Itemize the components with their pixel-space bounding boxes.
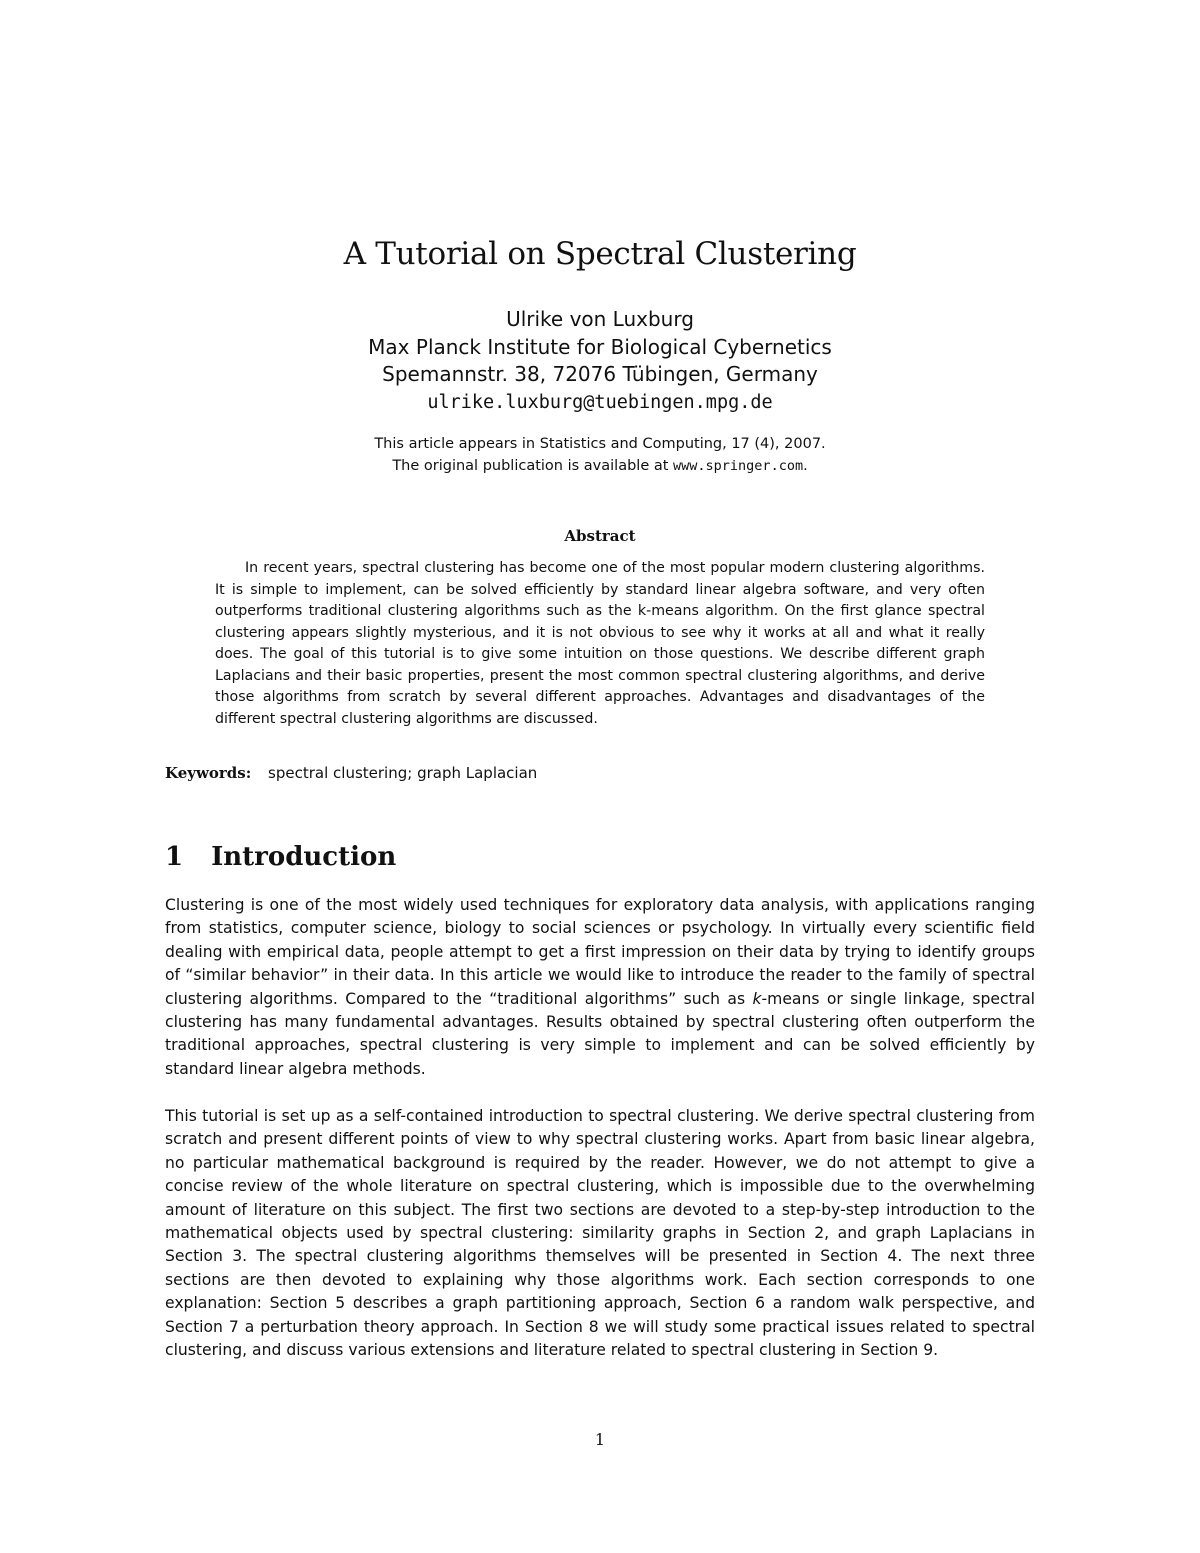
intro-paragraph-1-part-b: -means or single linkage, spectral clustering has many fundamental advantages. Results obtained by spectral clustering often outperform the traditional approaches, spectral clustering is very simple to implement and can be solved efficiently by standard linear algebra methods.: [165, 989, 1035, 1078]
keywords-label: Keywords:: [165, 764, 252, 782]
section-title: Introduction: [211, 842, 397, 872]
publication-note-line1: This article appears in Statistics and Computing, 17 (4), 2007.: [374, 436, 826, 452]
paper-title: A Tutorial on Spectral Clustering: [343, 236, 857, 272]
author-block: [0, 306, 1200, 416]
abstract-heading: Abstract: [564, 527, 636, 545]
author-email: ulrike.luxburg@tuebingen.mpg.de: [427, 391, 773, 413]
page-number: 1: [594, 1430, 606, 1449]
section-heading: [165, 842, 396, 872]
intro-paragraph-1-k: k: [752, 989, 762, 1008]
publication-note: [0, 434, 1200, 477]
section-number: 1: [165, 842, 184, 872]
publication-url: www.springer.com: [673, 457, 804, 474]
intro-paragraph-2: This tutorial is set up as a self-contained introduction to spectral clustering. We derive spectral clustering from scratch and present different points of view to why spectral clustering works. Apart from basic linear algebra, no particular mathematical background is required by the reader. However, we do not attempt to give a concise review of the whole literature on spectral clustering, which is impossible due to the overwhelming amount of literature on this subject. The first two sections are devoted to a step-by-step introduction to the mathematical objects used by spectral clustering: similarity graphs in Section 2, and graph Laplacians in Section 3. The spectral clustering algorithms themselves will be presented in Section 4. The next three sections are then devoted to explaining why those algorithms work. Each section corresponds to one explanation: Section 5 describes a graph partitioning approach, Section 6 a random walk perspective, and Section 7 a perturbation theory approach. In Section 8 we will study some practical issues related to spectral clustering, and discuss various extensions and literature related to spectral clustering in Section 9.: [165, 1107, 1035, 1360]
abstract-text: In recent years, spectral clustering has become one of the most popular modern clustering algorithms. It is simple to implement, can be solved efficiently by standard linear algebra software, and very often outperforms traditional clustering algorithms such as the k-means algorithm. On the first glance spectral clustering appears slightly mysterious, and it is not obvious to see why it works at all and what it really does. The goal of this tutorial is to give some intuition on those questions. We describe different graph Laplacians and their basic properties, present the most common spectral clustering algorithms, and derive those algorithms from scratch by several different approaches. Advantages and disadvantages of the different spectral clustering algorithms are discussed.: [215, 560, 985, 727]
author-name: Ulrike von Luxburg: [506, 307, 694, 331]
keywords: [165, 764, 1035, 782]
author-address: Spemannstr. 38, 72076 Tübingen, Germany: [382, 362, 818, 386]
publication-note-prefix: The original publication is available at: [392, 457, 674, 474]
intro-paragraph-1: [165, 894, 1035, 1081]
author-affiliation: Max Planck Institute for Biological Cybernetics: [368, 334, 832, 359]
intro-paragraph-1-part-a: Clustering is one of the most widely used techniques for exploratory data analysis, with applications ranging from statistics, computer science, biology to social sciences or psychology. In virtually every scientific field dealing with empirical data, people attempt to get a first impression on their data by trying to identify groups of “similar behavior” in their data. In this article we would like to introduce the reader to the family of spectral clustering algorithms. Compared to the “traditional algorithms” such as: [165, 896, 1035, 1008]
publication-note-suffix: .: [803, 457, 808, 474]
keywords-value: spectral clustering; graph Laplacian: [268, 764, 538, 782]
publication-note-line2: [0, 456, 1200, 478]
